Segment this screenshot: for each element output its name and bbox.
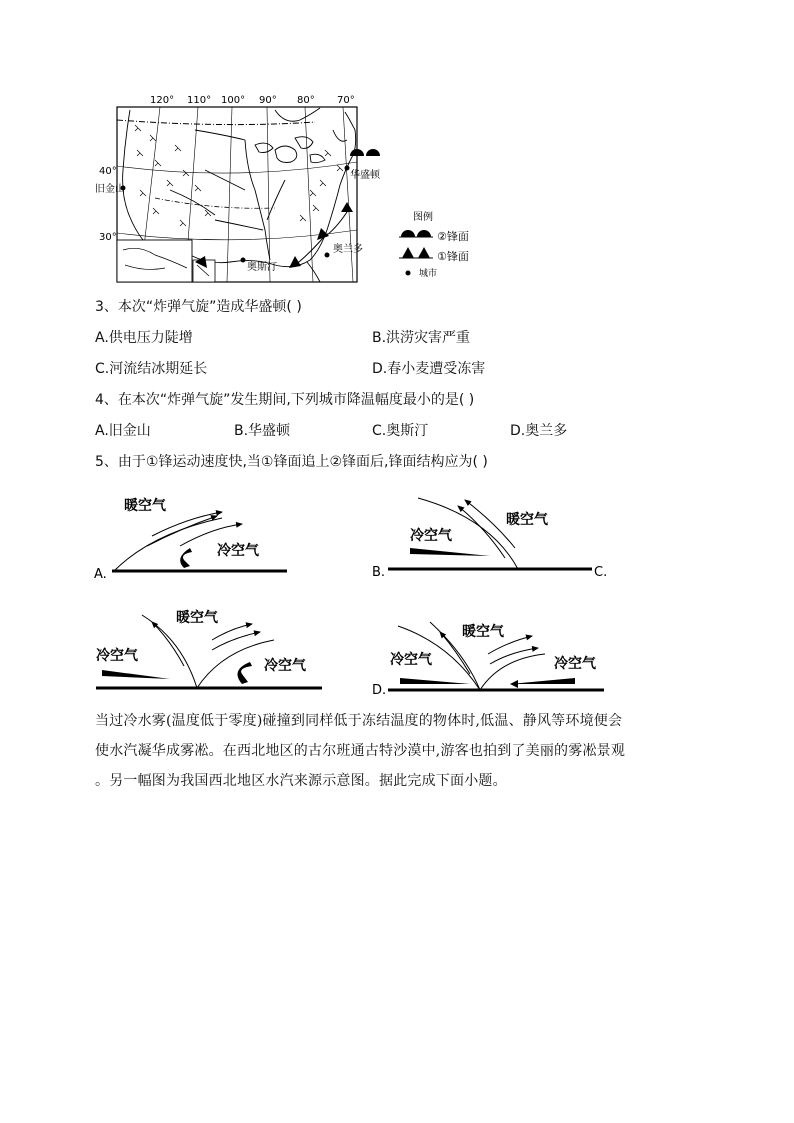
q4-option-d: D.奥兰多 <box>510 423 568 439</box>
diagram-c-letter: C. <box>594 565 608 580</box>
diagram-d-warm: 暖空气 <box>462 624 504 640</box>
longitude-label: 80° <box>297 95 315 106</box>
longitude-label: 100° <box>221 95 246 106</box>
city-label-austin: 奥斯汀 <box>247 262 277 273</box>
city-dot-austin <box>241 258 246 263</box>
weather-map <box>95 90 495 285</box>
city-label-washington: 华盛顿 <box>350 170 380 181</box>
passage-line-3: 。另一幅图为我国西北地区水汽来源示意图。据此完成下面小题。 <box>95 773 507 789</box>
diagram-b-cold: 冷空气 <box>410 528 452 544</box>
diagram-b <box>370 488 620 580</box>
diagram-a-letter: A. <box>94 567 107 580</box>
latitude-label: 30° <box>99 232 117 243</box>
q4-option-a: A.旧金山 <box>95 423 151 439</box>
q3-option-c: C.河流结冰期延长 <box>95 361 208 377</box>
legend-city: 城市 <box>419 269 438 279</box>
diagram-a-cold: 冷空气 <box>217 543 259 559</box>
diagram-c-warm: 暖空气 <box>176 610 218 626</box>
inset-map <box>117 240 192 282</box>
longitude-label: 70° <box>337 95 355 106</box>
diagram-d-cold-left: 冷空气 <box>390 652 432 668</box>
legend-title: 图例 <box>413 212 433 223</box>
question-5-stem: 5、由于①锋运动速度快,当①锋面追上②锋面后,锋面结构应为( ) <box>95 454 488 470</box>
diagram-a-warm: 暖空气 <box>124 498 166 514</box>
legend-front-2: ②锋面 <box>437 230 469 243</box>
city-dot-orlando <box>325 253 330 258</box>
diagram-d <box>370 604 610 696</box>
passage-line-1: 当过冷水雾(温度低于零度)碰撞到同样低于冻结温度的物体时,低温、静风等环境便会 <box>95 713 623 729</box>
city-label-sf: 旧金山 <box>95 184 125 195</box>
legend-front-1: ①锋面 <box>437 250 469 263</box>
longitude-label: 90° <box>259 95 277 106</box>
front-2-symbols <box>350 149 380 156</box>
question-4-stem: 4、在本次“炸弹气旋”发生期间,下列城市降温幅度最小的是( ) <box>95 392 475 408</box>
map-legend <box>399 210 469 279</box>
diagram-b-letter: B. <box>372 565 386 580</box>
longitude-label: 120° <box>150 95 175 106</box>
q4-option-b: B.华盛顿 <box>234 423 291 439</box>
diagram-d-cold-right: 冷空气 <box>554 656 596 672</box>
diagram-c <box>92 600 332 696</box>
diagram-c-cold-right: 冷空气 <box>264 658 306 674</box>
diagram-c-cold-left: 冷空气 <box>96 648 138 664</box>
q3-option-d: D.春小麦遭受冻害 <box>372 361 486 377</box>
city-dot-washington <box>345 166 350 171</box>
diagram-b-warm: 暖空气 <box>506 512 548 528</box>
q3-option-b: B.洪涝灾害严重 <box>372 330 471 346</box>
question-3-stem: 3、本次“炸弹气旋”造成华盛顿( ) <box>95 299 302 315</box>
q4-option-c: C.奥斯汀 <box>372 423 429 439</box>
longitude-label: 110° <box>187 95 212 106</box>
diagram-d-letter: D. <box>372 683 387 696</box>
front-1-symbols <box>195 202 353 268</box>
city-label-orlando: 奥兰多 <box>333 244 363 255</box>
q3-option-a: A.供电压力陡增 <box>95 330 193 346</box>
latitude-label: 40° <box>99 166 117 177</box>
passage-line-2: 使水汽凝华成雾凇。在西北地区的古尔班通古特沙漠中,游客也拍到了美丽的雾凇景观 <box>95 743 626 759</box>
diagram-a <box>92 488 292 580</box>
